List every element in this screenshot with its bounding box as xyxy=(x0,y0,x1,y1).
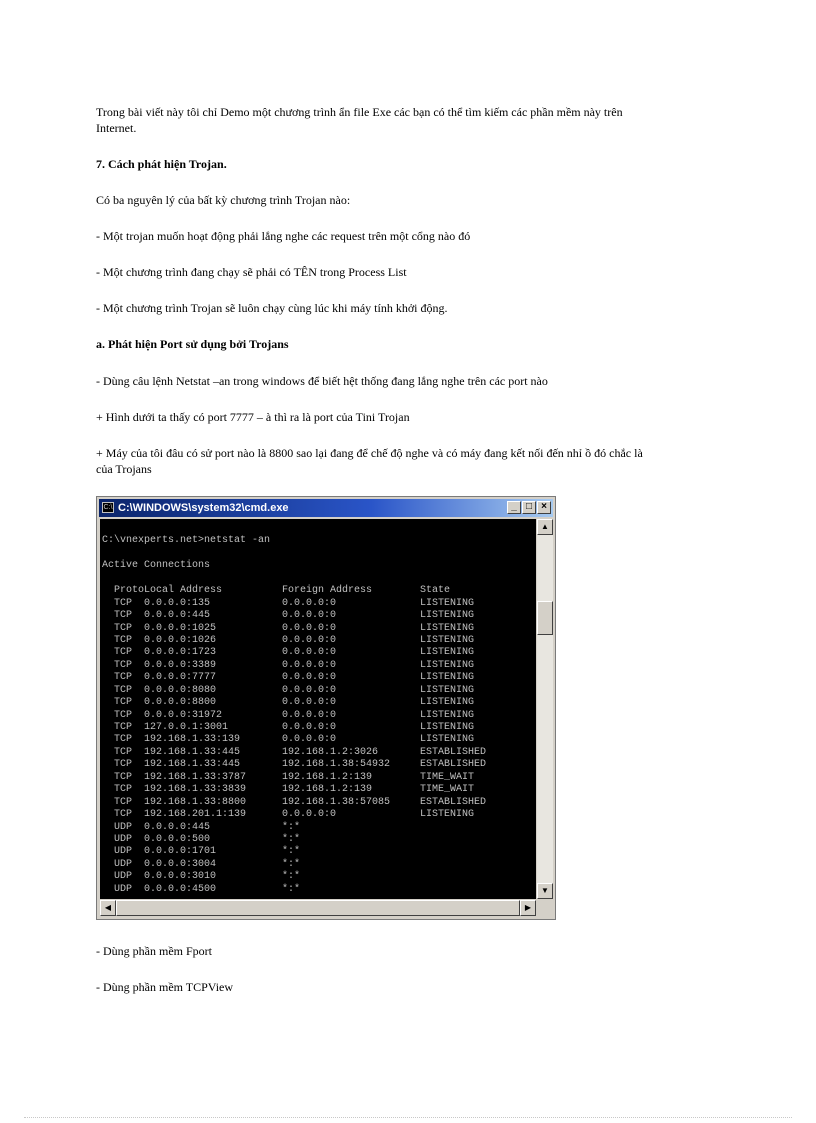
netstat-row xyxy=(102,822,536,834)
horizontal-scroll-thumb[interactable] xyxy=(116,900,520,916)
row-state: ESTABLISHED xyxy=(420,759,487,771)
netstat-row xyxy=(102,623,536,635)
row-local-address: 0.0.0.0:1025 xyxy=(144,622,217,634)
row-foreign-address: 0.0.0.0:0 xyxy=(282,659,337,671)
row-proto: TCP xyxy=(114,634,133,646)
cmd-app-icon: C:\ xyxy=(103,504,113,511)
console-prompt: C:\vnexperts.net>netstat -an xyxy=(102,535,271,547)
intro-text-line-2: Internet. xyxy=(96,121,137,135)
netstat-row xyxy=(102,797,536,809)
subheading-port-detection: a. Phát hiện Port sử dụng bởi Trojans xyxy=(96,337,289,351)
intro-text-line-1: Trong bài viết này tôi chỉ Demo một chương trình ẩn file Exe các bạn có thể tìm kiếm các phần mềm này trên xyxy=(96,105,623,119)
principles-intro: Có ba nguyên lý của bất kỳ chương trình Trojan nào: xyxy=(96,193,351,207)
row-proto: TCP xyxy=(114,622,133,634)
netstat-row xyxy=(102,772,536,784)
row-foreign-address: 0.0.0.0:0 xyxy=(282,647,337,659)
row-state: LISTENING xyxy=(420,634,475,646)
row-local-address: 192.168.201.1:139 xyxy=(144,809,247,821)
row-foreign-address: *:* xyxy=(282,846,301,858)
row-foreign-address: 0.0.0.0:0 xyxy=(282,597,337,609)
row-state: LISTENING xyxy=(420,672,475,684)
netstat-hint: - Dùng câu lệnh Netstat –an trong windows để biết hệt thống đang lắng nghe trên các port nào xyxy=(96,374,548,388)
active-connections-label: Active Connections xyxy=(102,560,211,572)
row-state: LISTENING xyxy=(420,622,475,634)
row-local-address: 0.0.0.0:8080 xyxy=(144,684,217,696)
row-foreign-address: 0.0.0.0:0 xyxy=(282,809,337,821)
row-foreign-address: 0.0.0.0:0 xyxy=(282,622,337,634)
row-local-address: 192.168.1.33:139 xyxy=(144,734,241,746)
netstat-header-row xyxy=(102,585,536,597)
horizontal-scrollbar[interactable] xyxy=(100,900,536,916)
netstat-row xyxy=(102,834,536,846)
row-proto: TCP xyxy=(114,672,133,684)
row-proto: TCP xyxy=(114,809,133,821)
row-proto: TCP xyxy=(114,722,133,733)
netstat-row xyxy=(102,598,536,610)
row-local-address: 0.0.0.0:3389 xyxy=(144,659,217,671)
row-state: LISTENING xyxy=(420,659,475,671)
netstat-row xyxy=(102,722,536,734)
row-state: LISTENING xyxy=(420,809,475,821)
scroll-right-icon[interactable]: ▶ xyxy=(520,900,536,916)
netstat-row xyxy=(102,697,536,709)
header-local-address: Local Address xyxy=(144,585,223,597)
row-local-address: 0.0.0.0:1701 xyxy=(144,846,217,858)
netstat-row xyxy=(102,759,536,771)
row-local-address: 0.0.0.0:31972 xyxy=(144,709,223,721)
scroll-up-icon[interactable]: ▲ xyxy=(537,519,553,535)
row-foreign-address: 0.0.0.0:0 xyxy=(282,697,337,709)
row-foreign-address: *:* xyxy=(282,821,301,833)
row-local-address: 192.168.1.33:8800 xyxy=(144,796,247,808)
row-proto: UDP xyxy=(114,883,133,895)
row-proto: UDP xyxy=(114,858,133,870)
netstat-row xyxy=(102,846,536,858)
netstat-row xyxy=(102,660,536,672)
row-state: ESTABLISHED xyxy=(420,796,487,808)
cmd-window-title: C:\WINDOWS\system32\cmd.exe xyxy=(118,502,289,514)
scroll-down-icon[interactable]: ▼ xyxy=(537,883,553,899)
row-proto: UDP xyxy=(114,871,133,883)
row-foreign-address: 192.168.1.38:57085 xyxy=(282,796,391,808)
row-local-address: 0.0.0.0:3004 xyxy=(144,858,217,870)
principle-1: - Một trojan muốn hoạt động phải lắng nghe các request trên một cổng nào đó xyxy=(96,229,471,243)
netstat-row xyxy=(102,747,536,759)
vertical-scroll-thumb[interactable] xyxy=(537,601,553,635)
row-local-address: 192.168.1.33:3787 xyxy=(144,771,247,783)
row-proto: TCP xyxy=(114,659,133,671)
row-local-address: 0.0.0.0:445 xyxy=(144,821,211,833)
netstat-row xyxy=(102,871,536,883)
row-foreign-address: *:* xyxy=(282,883,301,895)
row-state: LISTENING xyxy=(420,684,475,696)
row-local-address: 127.0.0.1:3001 xyxy=(144,722,229,733)
principle-2: - Một chương trình đang chạy sẽ phải có TÊN trong Process List xyxy=(96,265,407,279)
row-state: LISTENING xyxy=(420,734,475,746)
netstat-row xyxy=(102,710,536,722)
row-foreign-address: 0.0.0.0:0 xyxy=(282,684,337,696)
tool-fport: - Dùng phần mềm Fport xyxy=(96,944,212,958)
row-local-address: 0.0.0.0:500 xyxy=(144,833,211,845)
netstat-row xyxy=(102,784,536,796)
netstat-rows xyxy=(102,598,536,897)
row-state: LISTENING xyxy=(420,722,475,733)
vertical-scrollbar[interactable] xyxy=(537,519,553,899)
cmd-titlebar xyxy=(99,499,553,517)
netstat-row xyxy=(102,672,536,684)
row-state: LISTENING xyxy=(420,610,475,622)
netstat-row xyxy=(102,610,536,622)
row-foreign-address: 0.0.0.0:0 xyxy=(282,610,337,622)
row-state: TIME_WAIT xyxy=(420,771,475,783)
row-state: TIME_WAIT xyxy=(420,784,475,796)
row-foreign-address: *:* xyxy=(282,833,301,845)
port-8800-note-line-2: của Trojans xyxy=(96,462,152,476)
row-state: LISTENING xyxy=(420,709,475,721)
netstat-row xyxy=(102,685,536,697)
row-foreign-address: 0.0.0.0:0 xyxy=(282,709,337,721)
row-foreign-address: 192.168.1.38:54932 xyxy=(282,759,391,771)
netstat-row xyxy=(102,635,536,647)
row-local-address: 0.0.0.0:1026 xyxy=(144,634,217,646)
header-state: State xyxy=(420,585,451,597)
close-icon[interactable]: × xyxy=(537,501,551,514)
row-local-address: 0.0.0.0:4500 xyxy=(144,883,217,895)
row-foreign-address: *:* xyxy=(282,858,301,870)
row-foreign-address: 192.168.1.2:139 xyxy=(282,771,373,783)
row-foreign-address: 192.168.1.2:139 xyxy=(282,784,373,796)
row-proto: TCP xyxy=(114,734,133,746)
row-local-address: 0.0.0.0:445 xyxy=(144,610,211,622)
principle-3: - Một chương trình Trojan sẽ luôn chạy cùng lúc khi máy tính khởi động. xyxy=(96,301,448,315)
row-proto: TCP xyxy=(114,597,133,609)
row-local-address: 0.0.0.0:1723 xyxy=(144,647,217,659)
netstat-row xyxy=(102,809,536,821)
row-foreign-address: 0.0.0.0:0 xyxy=(282,634,337,646)
scrollbar-corner xyxy=(537,900,553,916)
netstat-row xyxy=(102,884,536,896)
header-proto: Proto xyxy=(114,585,145,597)
maximize-icon[interactable]: □ xyxy=(522,501,536,514)
port-8800-note-line-1: + Máy của tôi đâu có sử port nào là 8800 sao lại đang để chế độ nghe và có máy đang kết nối đến nhỉ ồ đó chắc là xyxy=(96,446,643,460)
row-proto: TCP xyxy=(114,697,133,709)
row-proto: TCP xyxy=(114,684,133,696)
row-local-address: 0.0.0.0:3010 xyxy=(144,871,217,883)
row-state: LISTENING xyxy=(420,647,475,659)
row-proto: UDP xyxy=(114,821,133,833)
page-bottom-divider xyxy=(24,1117,792,1118)
row-state: LISTENING xyxy=(420,697,475,709)
console-output xyxy=(100,519,536,899)
row-local-address: 0.0.0.0:7777 xyxy=(144,672,217,684)
minimize-icon[interactable]: _ xyxy=(507,501,521,514)
row-proto: TCP xyxy=(114,796,133,808)
row-local-address: 192.168.1.33:445 xyxy=(144,746,241,758)
row-proto: TCP xyxy=(114,746,133,758)
tool-tcpview: - Dùng phần mềm TCPView xyxy=(96,980,234,994)
row-proto: TCP xyxy=(114,771,133,783)
row-local-address: 0.0.0.0:135 xyxy=(144,597,211,609)
row-foreign-address: 192.168.1.2:3026 xyxy=(282,746,379,758)
netstat-row xyxy=(102,647,536,659)
scroll-left-icon[interactable]: ◀ xyxy=(100,900,116,916)
netstat-row xyxy=(102,859,536,871)
row-local-address: 0.0.0.0:8800 xyxy=(144,697,217,709)
port-7777-note: + Hình dưới ta thấy có port 7777 – à thì ra là port của Tini Trojan xyxy=(96,410,410,424)
row-state: ESTABLISHED xyxy=(420,746,487,758)
row-proto: TCP xyxy=(114,784,133,796)
row-foreign-address: 0.0.0.0:0 xyxy=(282,722,337,733)
row-state: LISTENING xyxy=(420,597,475,609)
row-foreign-address: 0.0.0.0:0 xyxy=(282,672,337,684)
row-proto: TCP xyxy=(114,709,133,721)
row-proto: UDP xyxy=(114,833,133,845)
row-foreign-address: *:* xyxy=(282,871,301,883)
netstat-row xyxy=(102,734,536,746)
cmd-window-screenshot xyxy=(96,496,556,920)
section-heading: 7. Cách phát hiện Trojan. xyxy=(96,157,227,171)
row-foreign-address: 0.0.0.0:0 xyxy=(282,734,337,746)
row-proto: UDP xyxy=(114,846,133,858)
row-proto: TCP xyxy=(114,759,133,771)
row-proto: TCP xyxy=(114,610,133,622)
row-proto: TCP xyxy=(114,647,133,659)
header-foreign-address: Foreign Address xyxy=(282,585,373,597)
row-local-address: 192.168.1.33:445 xyxy=(144,759,241,771)
row-local-address: 192.168.1.33:3839 xyxy=(144,784,247,796)
